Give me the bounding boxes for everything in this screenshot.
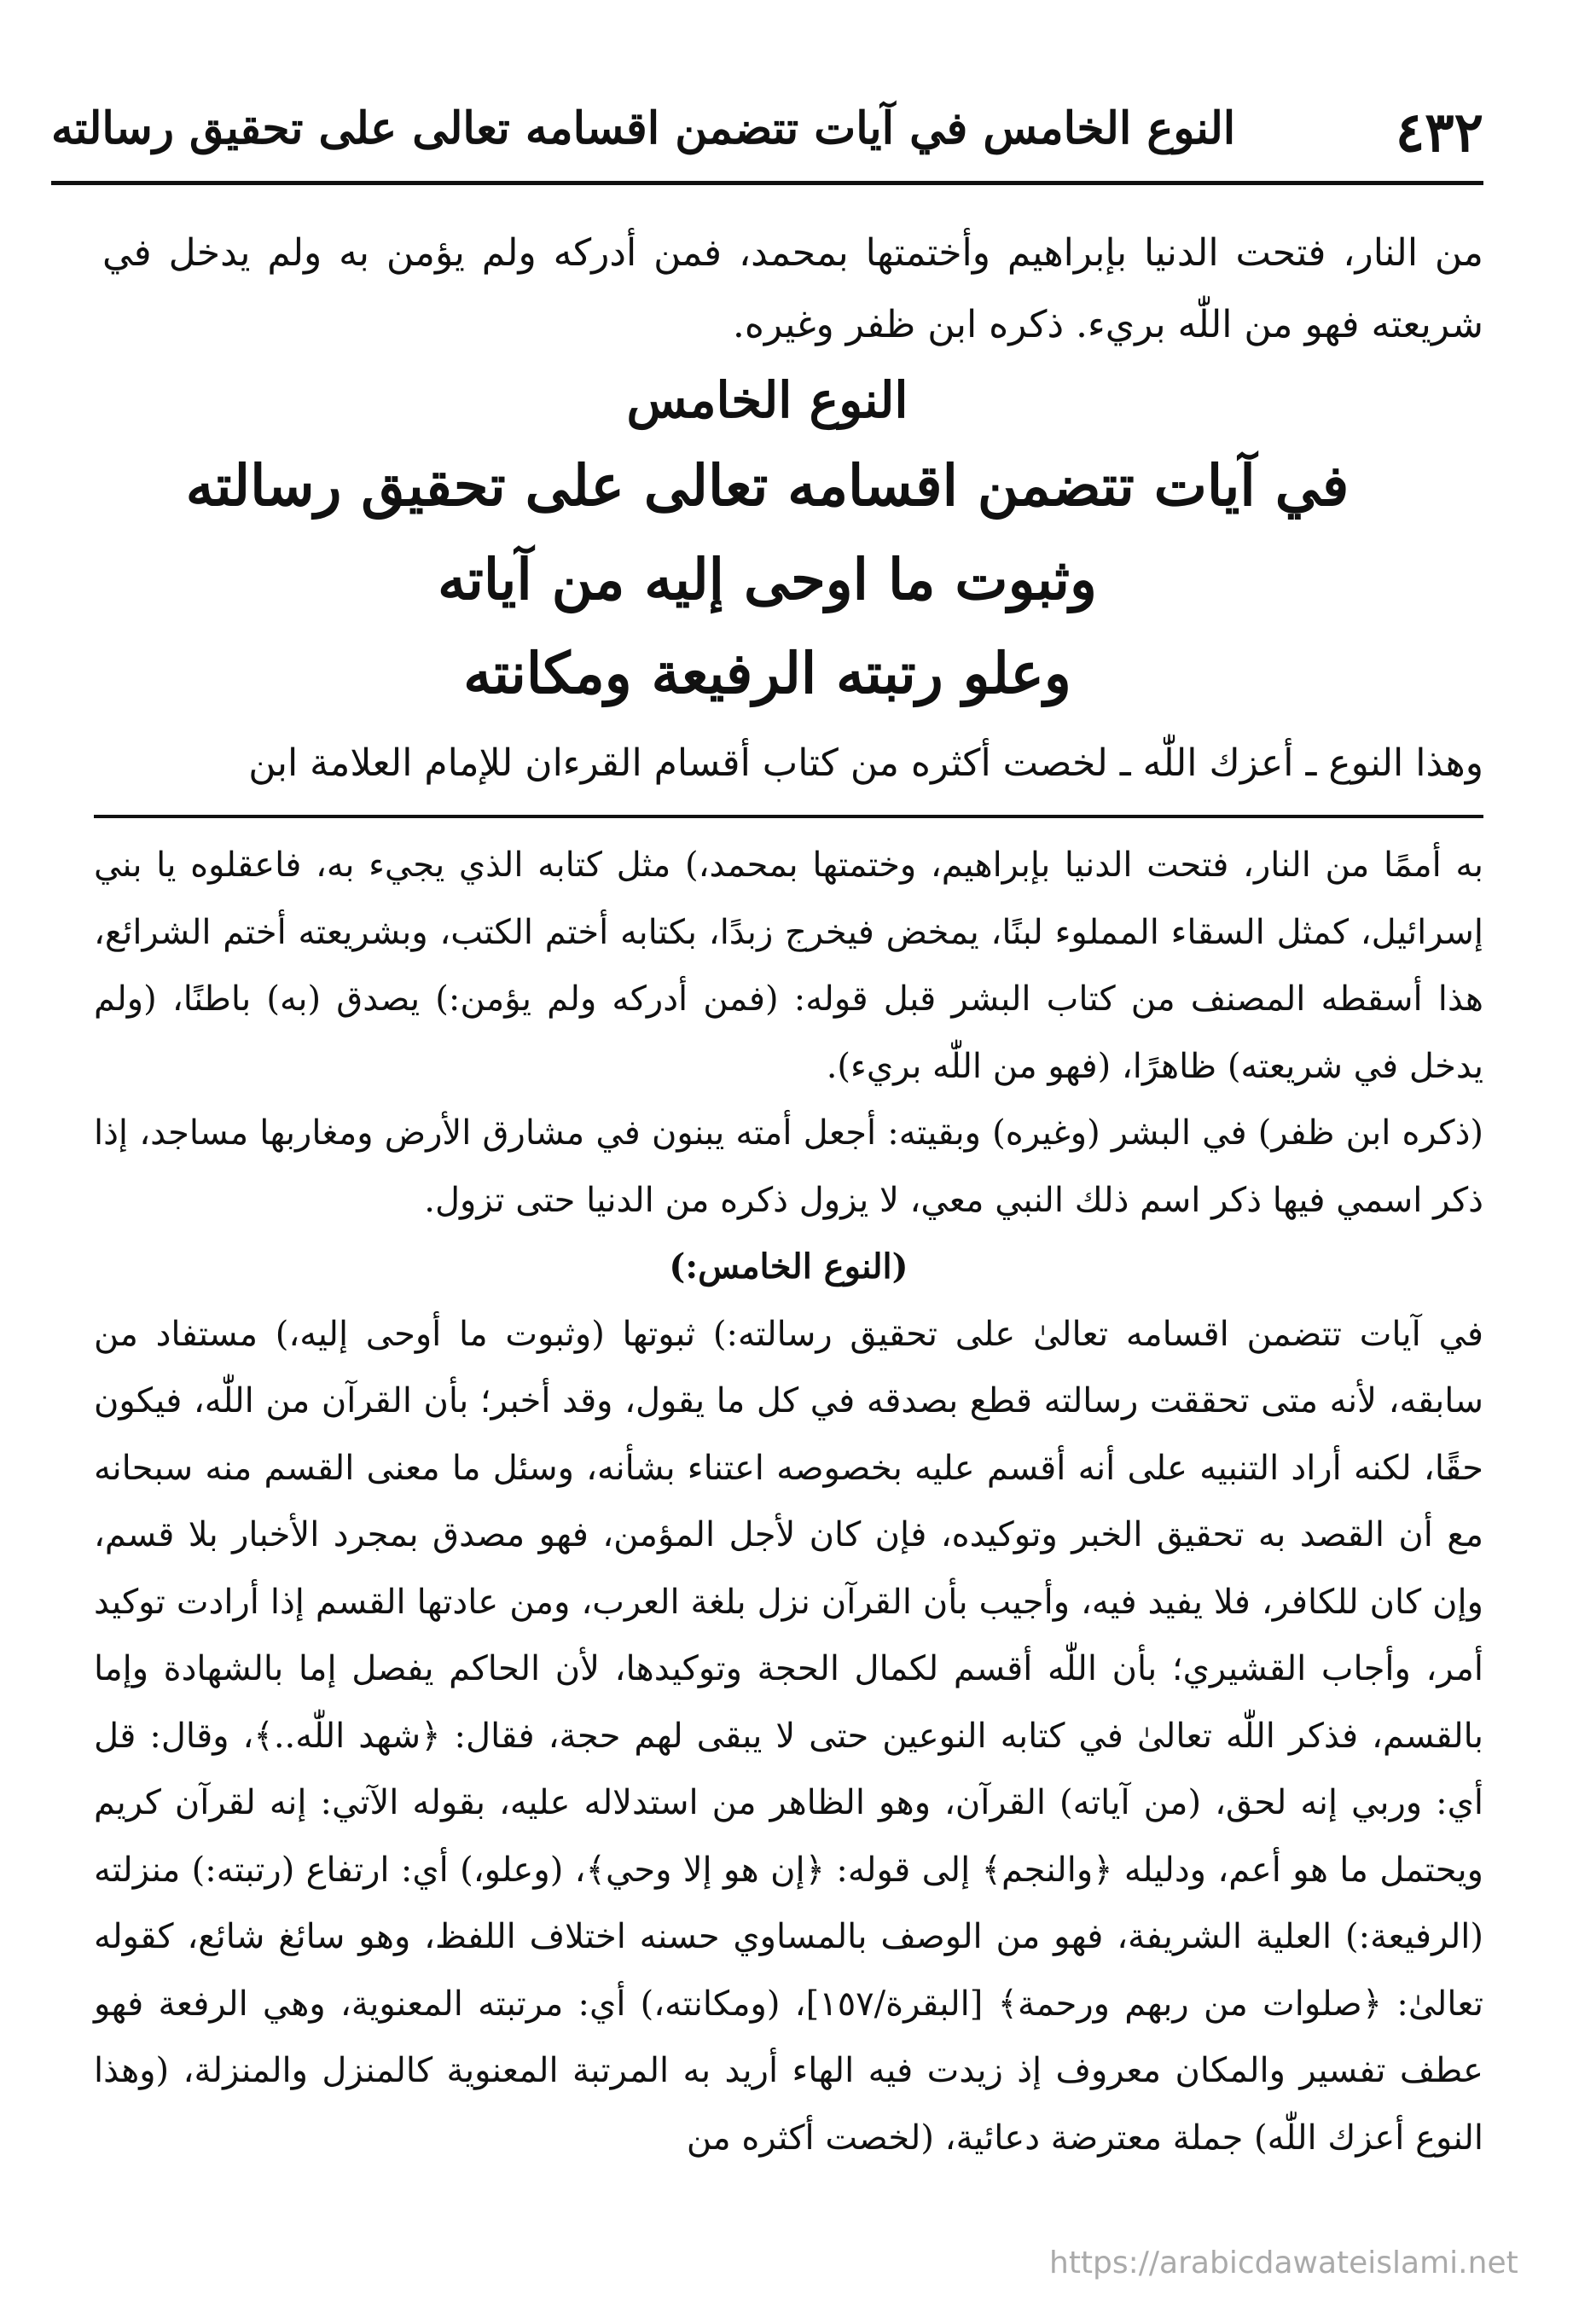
commentary-block <box>94 832 1483 2171</box>
watermark-url: https://arabicdawateislami.net <box>1049 2246 1518 2280</box>
main-text-paragraph: من النار، فتحت الدنيا بإبراهيم وأختمتها بمحمد، فمن أدركه ولم يؤمن به ولم يدخل في شريعته فهو من اللّٰه بريء. ذكره ابن ظفر وغيره. <box>102 231 1483 346</box>
page-number: ٤٣٢ <box>1395 101 1483 165</box>
page-header <box>51 101 1483 176</box>
commentary-paragraph: به أممًا من النار، فتحت الدنيا بإبراهيم، وختمتها بمحمد،) مثل كتابه الذي يجيء به، فاعقلوه يا بني إسرائيل، كمثل السقاء المملوء لبنًا، يمخض فيخرج زبدًا، بكتابه أختم الكتب، وبشريعته أختم الشرائع، هذا أسقطه المصنف من كتاب البشر قبل قوله: (فمن أدركه ولم يؤمن:) يصدق (به) باطنًا، (ولم يدخل في شريعته) ظاهرًا، (فهو من اللّٰه بريء). <box>94 845 1483 1086</box>
section-title-line-1: في آيات تتضمن اقسامه تعالى على تحقيق رسالته <box>185 452 1350 519</box>
commentary-divider <box>94 815 1483 818</box>
commentary-paragraph: (ذكره ابن ظفر) في البشر (وغيره) وبقيته: أجعل أمته يبنون في مشارق الأرض ومغاربها مساجد، إذا ذكر اسمي فيها ذكر اسم ذلك النبي معي، لا يزول ذكره من الدنيا حتى تزول. <box>94 1113 1483 1220</box>
commentary-heading: (النوع الخامس:) <box>669 1246 908 1287</box>
section-title-line-3: وعلو رتبته الرفيعة ومكانته <box>463 640 1071 706</box>
section-title-line-2: وثبوت ما اوحى إليه من آياته <box>438 546 1097 613</box>
commentary-paragraph: في آيات تتضمن اقسامه تعالىٰ على تحقيق رسالته:) ثبوتها (وثبوت ما أوحى إليه،) مستفاد من سابقه، لأنه متى تحققت رسالته قطع بصدقه في كل ما يقول، وقد أخبر؛ بأن القرآن من اللّٰه، فيكون حقًا، لكنه أراد التنبيه على أنه أقسم عليه بخصوصه اعتناء بشأنه، وسئل ما معنى القسم منه سبحانه مع أن القصد به تحقيق الخبر وتوكيده، فإن كان لأجل المؤمن، فهو مصدق بمجرد الأخبار بلا قسم، وإن كان للكافر، فلا يفيد فيه، وأجيب بأن القرآن نزل بلغة العرب، ومن عادتها القسم إذا أرادت توكيد أمر، وأجاب القشيري؛ بأن اللّٰه أقسم لكمال الحجة وتوكيدها، لأن الحاكم يفصل إما بالشهادة وإما بالقسم، فذكر اللّٰه تعالىٰ في كتابه النوعين حتى لا يبقى لهم حجة، فقال: ﴿شهد اللّٰه..﴾، وقال: قل أي: وربي إنه لحق، (من آياته) القرآن، وهو الظاهر من استدلاله عليه، بقوله الآتي: إنه لقرآن كريم ويحتمل ما هو أعم، ودليله ﴿والنجم﴾ إلى قوله: ﴿إن هو إلا وحي﴾، (وعلو،) أي: ارتفاع (رتبته:) منزلته (الرفيعة:) العلية الشريفة، فهو من الوصف بالمساوي حسنه اختلاف اللفظ، وهو سائغ شائع، كقوله تعالىٰ: ﴿صلوات من ربهم ورحمة﴾ [البقرة/١٥٧]، (ومكانته،) أي: مرتبته المعنوية، وهي الرفعة فهو عطف تفسير والمكان معروف إذ زيدت فيه الهاء أريد به المرتبة المعنوية كالمنزل والمنزلة، (وهذا النوع أعزك اللّٰه) جملة معترضة دعائية، (لخصت أكثره من <box>94 1314 1483 2158</box>
header-rule <box>51 181 1483 185</box>
section-intro-text: وهذا النوع ـ أعزك اللّٰه ـ لخصت أكثره من كتاب أقسام القرءان للإمام العلامة ابن <box>248 741 1483 785</box>
running-title: النوع الخامس في آيات تتضمن اقسامه تعالى على تحقيق رسالته <box>51 102 1236 154</box>
section-label: النوع الخامس <box>626 371 908 429</box>
